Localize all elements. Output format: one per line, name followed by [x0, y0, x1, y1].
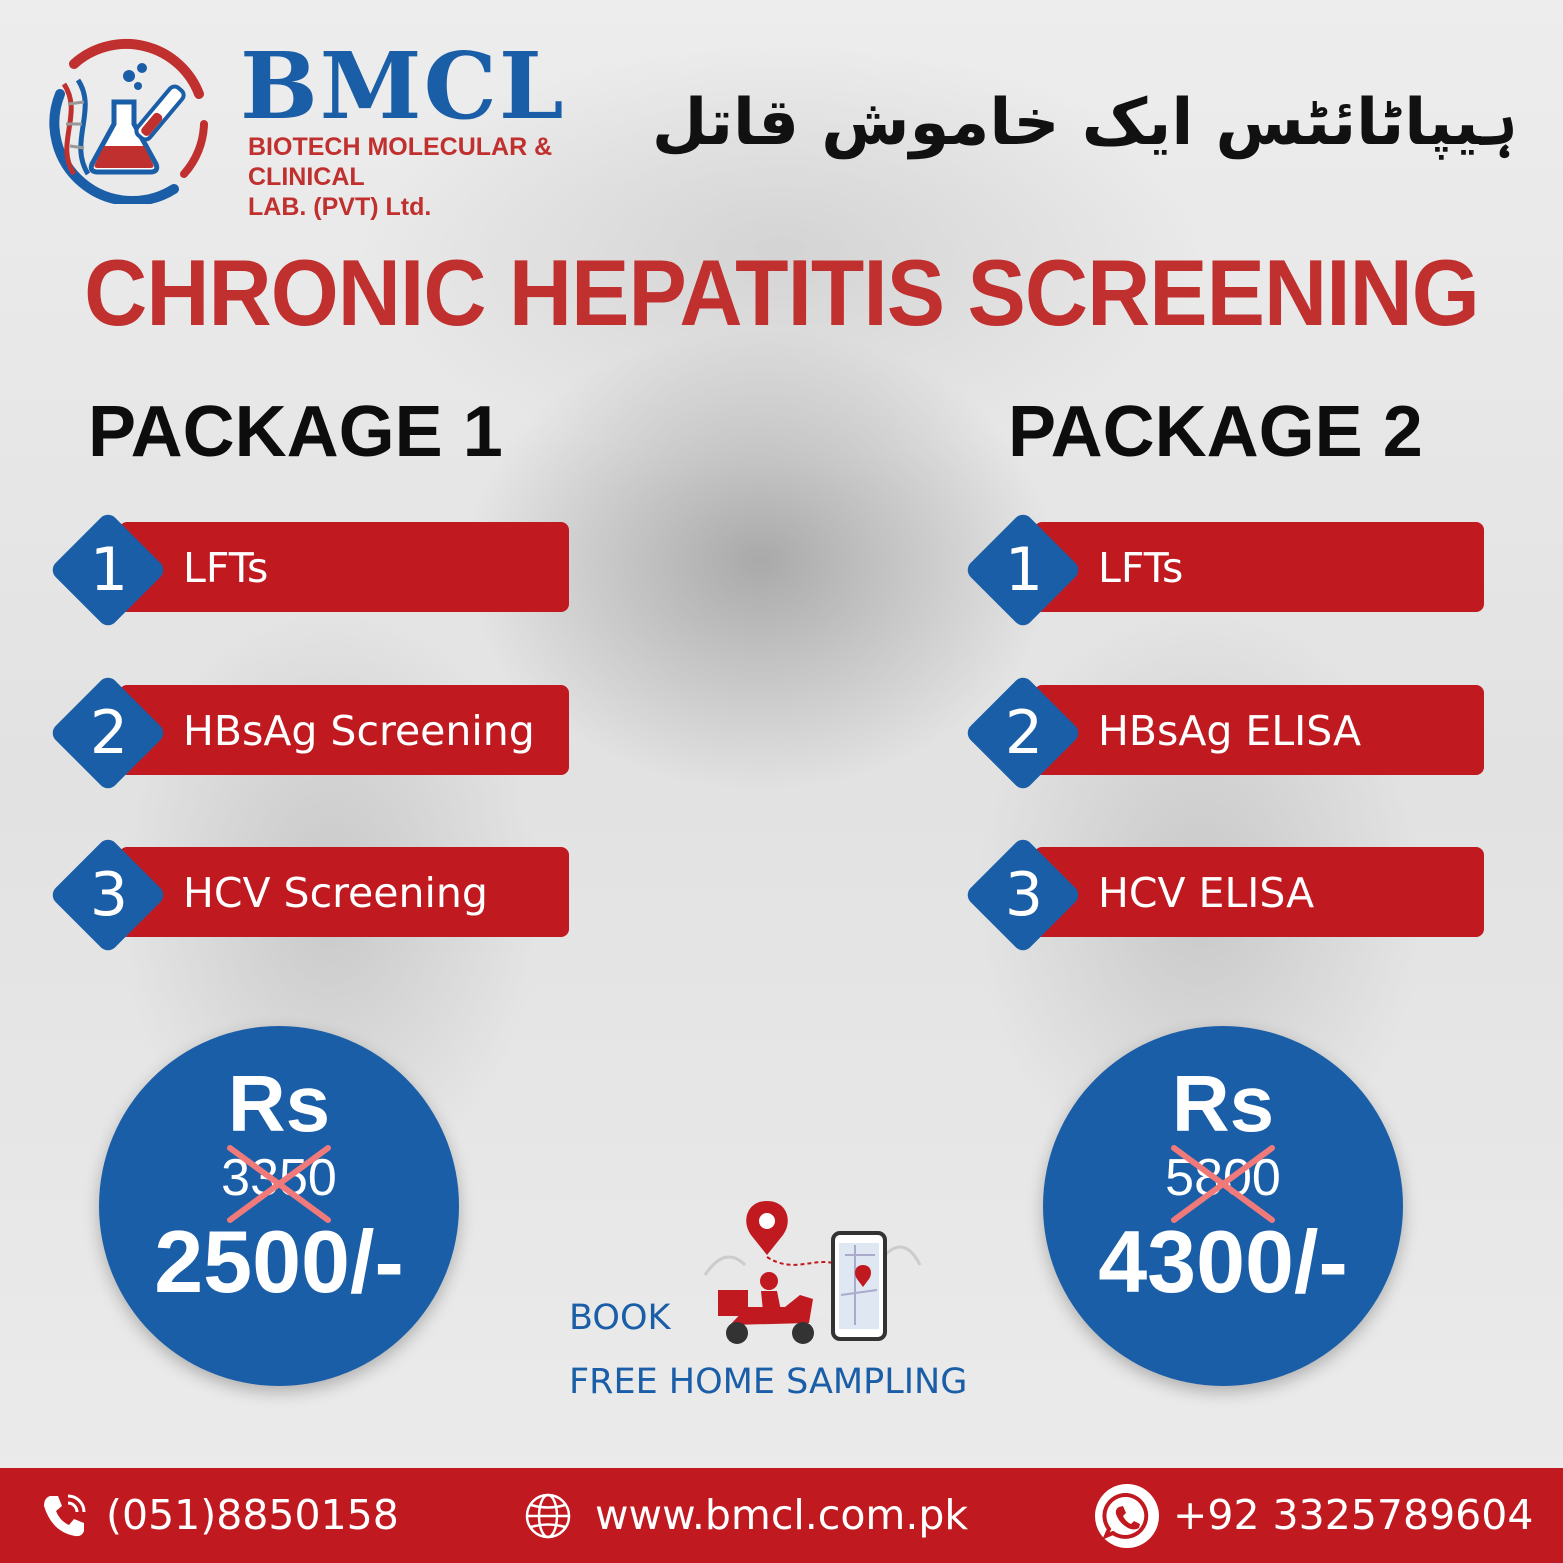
new-price: 4300/- [1098, 1212, 1348, 1311]
brand-subtitle [248, 132, 648, 222]
test-number: 1 [1004, 535, 1044, 605]
brand-name: BMCL [240, 32, 566, 140]
test-label: LFTs [1098, 544, 1184, 592]
footer-whatsapp[interactable]: +92 3325789604 [1173, 1491, 1534, 1539]
footer-bar [0, 1468, 1563, 1563]
brand-subtitle-line1: BIOTECH MOLECULAR & CLINICAL [248, 133, 553, 191]
test-bar [119, 522, 569, 612]
package-1-title: PACKAGE 1 [88, 392, 503, 472]
currency-label: Rs [227, 1059, 331, 1148]
package-2-title: PACKAGE 2 [1008, 392, 1423, 472]
test-label: HBsAg ELISA [1098, 707, 1362, 755]
old-price: 5800 [1165, 1149, 1281, 1207]
test-bar [1034, 685, 1484, 775]
footer-website[interactable]: www.bmcl.com.pk [595, 1491, 969, 1539]
package-1-price-badge [99, 1026, 459, 1386]
bmcl-logo-icon [34, 24, 214, 204]
test-label: LFTs [183, 544, 269, 592]
book-label: BOOK [569, 1298, 671, 1338]
headline: CHRONIC HEPATITIS SCREENING [84, 240, 1479, 345]
test-number: 3 [89, 860, 129, 930]
test-label: HBsAg Screening [183, 707, 535, 755]
test-label: HCV Screening [183, 869, 488, 917]
new-price: 2500/- [154, 1212, 404, 1311]
urdu-tagline: ہیپاٹائٹس ایک خاموش قاتل [651, 86, 1518, 160]
test-number: 2 [89, 698, 129, 768]
delivery-scooter-icon [685, 1195, 930, 1350]
phone-icon [38, 1490, 90, 1542]
test-label: HCV ELISA [1098, 869, 1315, 917]
test-bar [119, 685, 569, 775]
test-number: 1 [89, 535, 129, 605]
test-bar [119, 847, 569, 937]
free-home-sampling-label: FREE HOME SAMPLING [569, 1362, 968, 1402]
whatsapp-icon [1094, 1483, 1160, 1549]
test-number: 3 [1004, 860, 1044, 930]
test-bar [1034, 522, 1484, 612]
test-bar [1034, 847, 1484, 937]
test-number: 2 [1004, 698, 1044, 768]
brand-subtitle-line2: LAB. (PVT) Ltd. [248, 193, 432, 221]
currency-label: Rs [1171, 1059, 1275, 1148]
package-2-price-badge [1043, 1026, 1403, 1386]
globe-icon [522, 1490, 574, 1542]
footer-phone[interactable]: (051)8850158 [106, 1491, 399, 1539]
old-price: 3350 [221, 1149, 337, 1207]
